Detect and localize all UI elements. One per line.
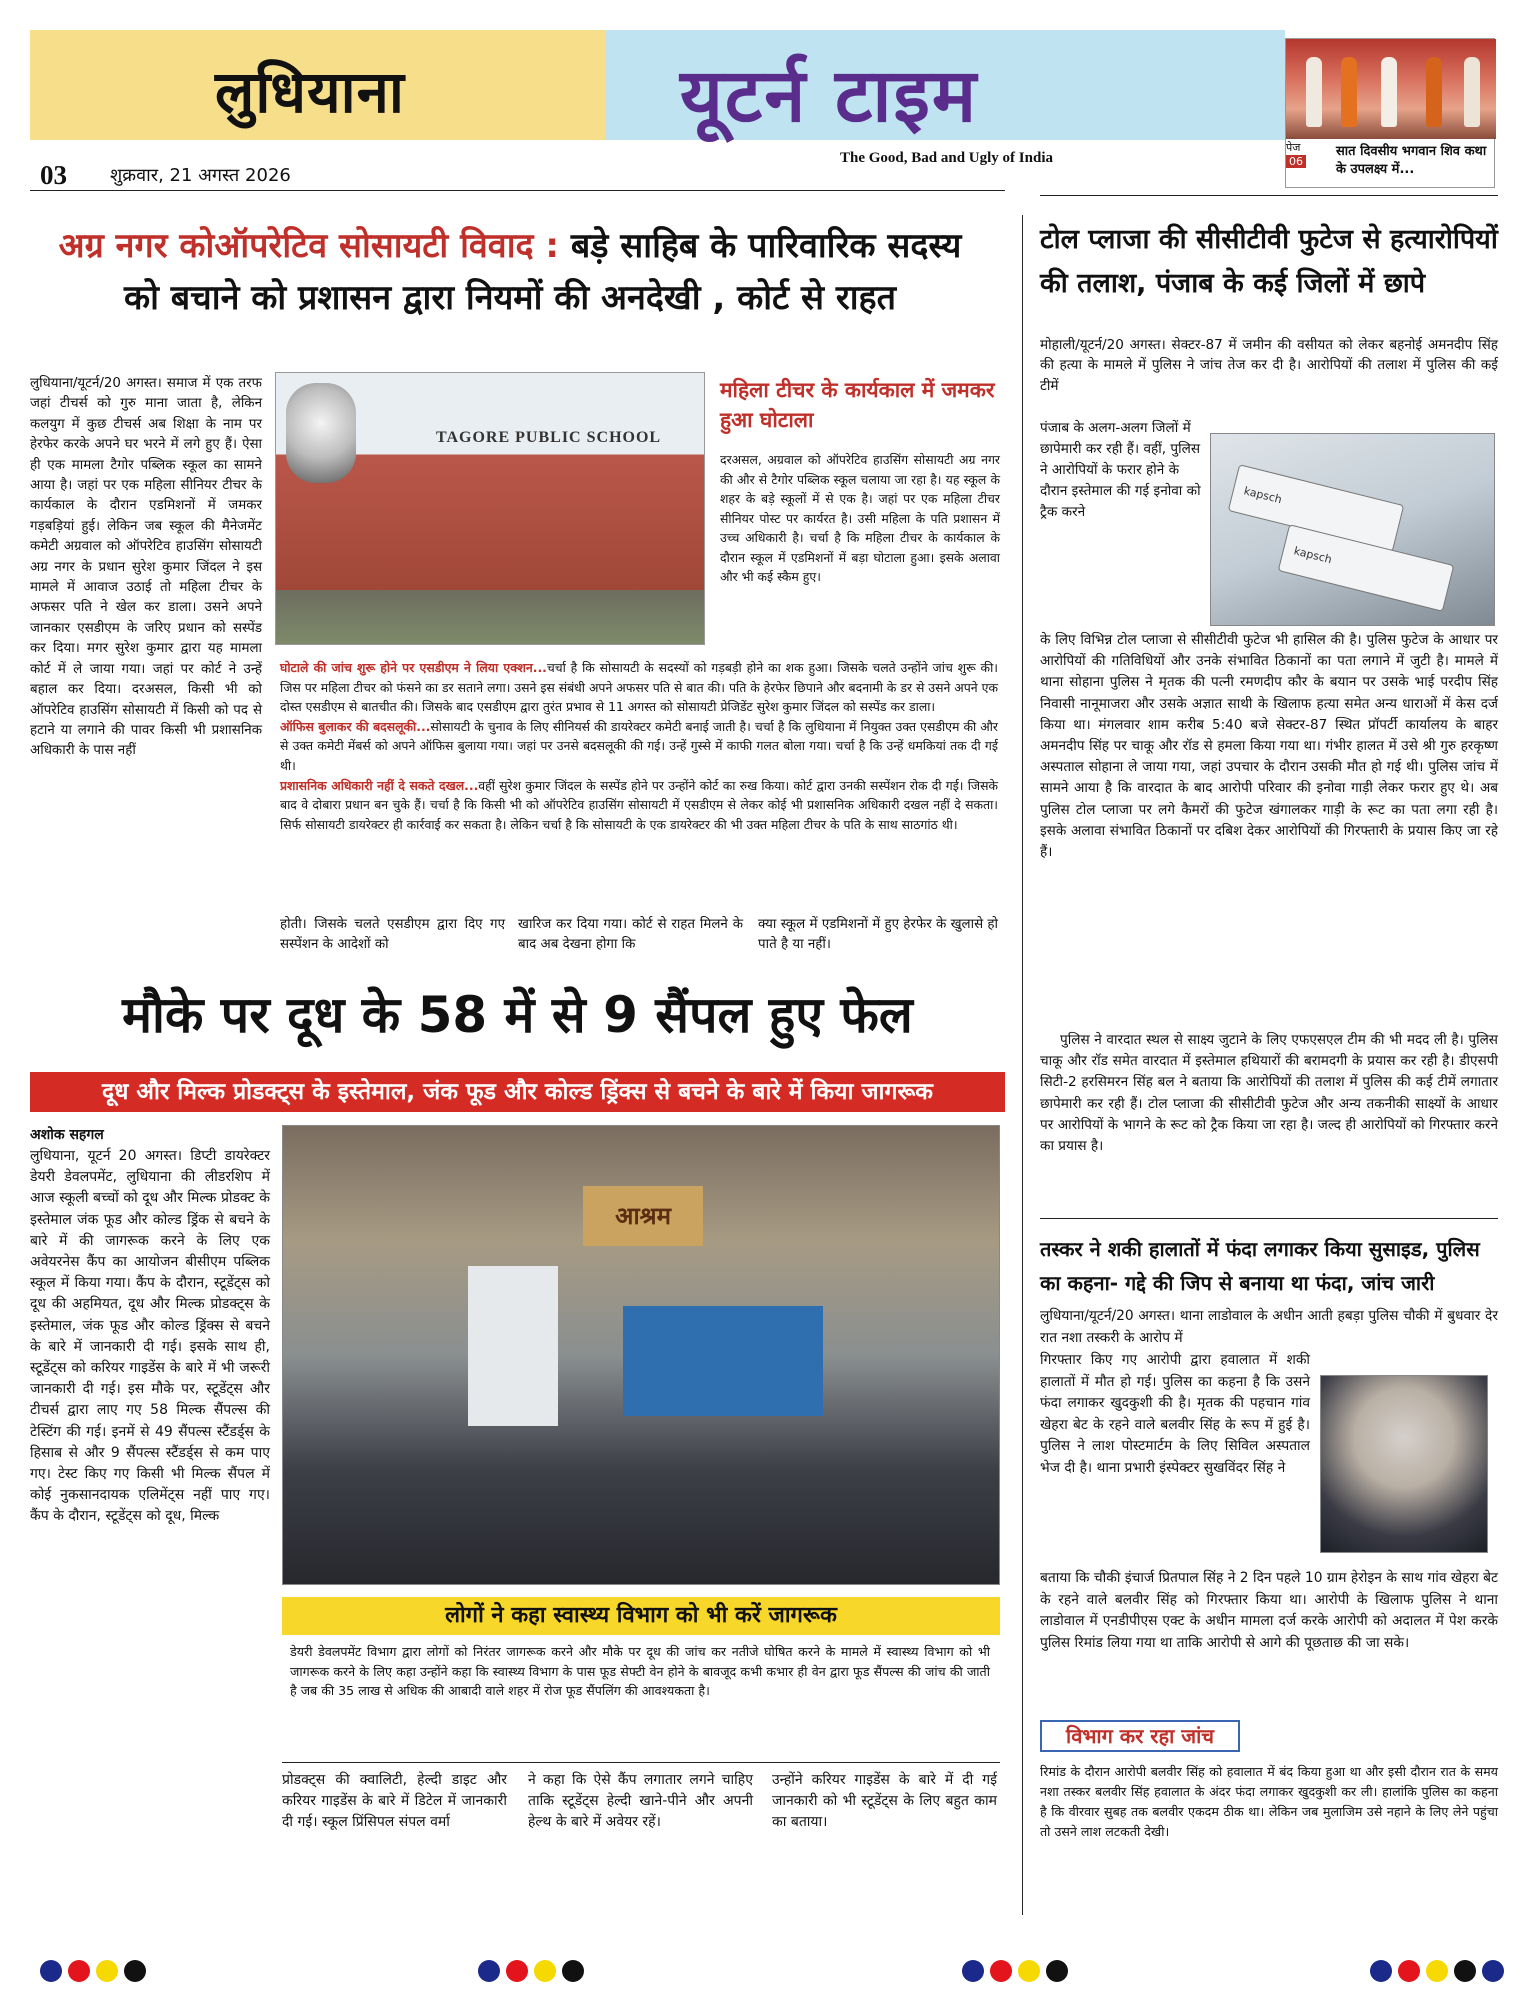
color-dot	[962, 1960, 984, 1982]
color-dot	[478, 1960, 500, 1982]
masthead: यूटर्न टाइम	[680, 53, 979, 139]
camp-photo	[282, 1125, 1000, 1585]
header-rule-right	[1040, 195, 1498, 196]
story1-side-heading: महिला टीचर के कार्यकाल में जमकर हुआ घोटाला	[720, 378, 995, 432]
story2-yellow-heading: लोगों ने कहा स्वास्थ्य विभाग को भी करें जागरूक	[282, 1597, 1000, 1635]
color-dot	[68, 1960, 90, 1982]
story4-intro: लुधियाना/यूटर्न/20 अगस्त। थाना लाडोवाल के अधीन आती हबड़ा पुलिस चौकी में बुधवार देर रात नशा तस्करी के आरोप में	[1040, 1308, 1498, 1346]
story3-body: के लिए विभिन्न टोल प्लाजा से सीसीटीवी फुटेज भी हासिल की है। पुलिस फुटेज के आधार पर आरोपियों की गतिविधियों और उनके संभावित ठिकानों का पता लगाने में जुटी है। मामले में थाना सोहाना पुलिस ने मृतक की पत्नी रमणदीप कौर के बयान पर उसके भाई परदीप सिंह निवासी नानूमाजरा और उसके अज्ञात साथी के खिलाफ हत्या समेत अन्य धाराओं में केस दर्ज किया था। मंगलवार शाम करीब 5:40 बजे सेक्टर-87 स्थित प्रॉपर्टी कार्यालय के बाहर अमनदीप सिंह पर चाकू और रॉड से हमला किया गया था। गंभीर हालत में उसे श्री गुरु हरकृष्ण अस्पताल सोहाना ले जाया गया, जहां उपचार के दौरान उसकी मौत हो गई थी। पुलिस जांच में सामने आया है कि वारदात के बाद आरोपी परिवार की इनोवा गाड़ी लेकर फरार हुए थे। अब पुलिस टोल प्लाजा पर लगे कैमरों की फुटेज खंगालकर गाड़ी के रूट का पता लगा रही है। इसके अलावा संभावित ठिकानों पर दबिश देकर आरोपियों की गिरफ्तारी के प्रयास किए जा रहे हैं।	[1040, 632, 1498, 861]
story2-byline: अशोक सहगल	[30, 1127, 104, 1143]
color-dot	[1398, 1960, 1420, 1982]
teaser-figure	[1464, 57, 1480, 127]
story1-headline: अग्र नगर कोऑपरेटिव सोसायटी विवाद : बड़े साहिब के पारिवारिक सदस्य को बचाने को प्रशासन द्वारा नियमों की अनदेखी , कोर्ट से राहत	[58, 226, 962, 318]
story2-col1: लुधियाना, यूटर्न 20 अगस्त। डिप्टी डायरेक्टर डेयरी डेवलपमेंट, लुधियाना की लीडरशिप में आज स्कूली बच्चों को दूध और मिल्क प्रोडक्ट के इस्तेमाल जंक फूड और कोल्ड ड्रिंक से बचने के बारे में की जागरूक करने के लिए एक अवेयरनेस कैंप का आयोजन बीसीएम पब्लिक स्कूल में किया गया। कैंप के दौरान, स्टूडेंट्स को दूध की अहमियत, दूध और मिल्क प्रोडक्ट्स के इस्तेमाल, जंक फूड और कोल्ड ड्रिंक्स से बचने के बारे में जानकारी दी गई। इसके साथ ही, स्टूडेंट्स को करियर गाइडेंस के बारे में भी जरूरी जानकारी दी गई। इस मौके पर, स्टूडेंट्स और टीचर्स द्वारा लाए गए 58 मिल्क सैंपल्स की टेस्टिंग की गई। इनमें से 49 सैंपल्स स्टैंडर्ड्स के हिसाब से और 9 सैंपल्स स्टैंडर्ड्स से कम पाए गए। टेस्ट किए गए किसी भी मिल्क सैंपल में कोई नुकसानदायक एलिमेंट्स नहीं पाए गए। कैंप के दौरान, स्टूडेंट्स को दूध, मिल्क	[30, 1148, 270, 1525]
page-number: 03	[40, 160, 67, 190]
column-divider	[1022, 215, 1023, 1915]
story2-bottom-col1: प्रोडक्ट्स की क्वालिटी, हेल्दी डाइट और करियर गाइडेंस के बारे में डिटेल में जानकारी दी गई। स्कूल प्रिंसिपल संपल वर्मा	[282, 1772, 507, 1831]
color-dot	[1370, 1960, 1392, 1982]
story3-beside-photo: पंजाब के अलग-अलग जिलों में छापेमारी कर रही हैं। वहीं, पुलिस ने आरोपियों के फरार होने के दौरान इस्तेमाल की गई इनोवा को ट्रैक करने	[1040, 420, 1201, 520]
story3-body2: पुलिस ने वारदात स्थल से साक्ष्य जुटाने के लिए एफएसएल टीम की भी मदद ली है। पुलिस चाकू और रॉड समेत वारदात में इस्तेमाल हथियारों की बरामदगी के प्रयास कर रही है। डीएसपी सिटी-2 हरसिमरन सिंह बल ने बताया कि आरोपियों की तलाश में पुलिस की कई टीमें लगातार छापेमारी कर रही हैं। टोल प्लाजा की सीसीटीवी फुटेज और अन्य तकनीकी साक्ष्यों के आधार पर आरोपियों के भागने के रूट को ट्रैक किया जा रहा है। जल्द ही आरोपियों को गिरफ्तार करने का प्रयास है।	[1040, 1032, 1498, 1155]
registration-dots-center-right	[962, 1960, 1068, 1982]
color-dot	[40, 1960, 62, 1982]
story1-details: घोटाले की जांच शुरू होने पर एसडीएम ने लिया एक्शन...चर्चा है कि सोसायटी के सदस्यों को गड़बड़ी होने का शक हुआ। जिसके चलते उन्होंने जांच शुरू की। जिस पर महिला टीचर को फंसने का डर सताने लगा। उसने इस संबंधी अपने अफसर पति से बात की। पति के हेरफेर छिपाने और बदनामी के डर से उसने अपने एक दोस्त एसडीएम से बातचीत की। जिसके बाद एसडीएम द्वारा तुरंत प्रभाव से 11 अगस्त को सोसायटी प्रेजिडेंट सुरेश कुमार जिंदल को सस्पेंड कर डाला। ऑफिस बुलाकर की बदसलूकी...सोसायटी के चुनाव के लिए सीनियर्स की डायरेक्टर कमेटी बनाई जाती है। चर्चा है कि लुधियाना में नियुक्त उक्त एसडीएम की और से उक्त कमेटी मेंबर्स को अपने ऑफिस बुलाया गया। जहां पर उनसे बदसलूकी की गई। उन्हें गुस्से में काफी गलत बोला गया। चर्चा है कि उन्हें धमकियां तक दी गई थी। प्रशासनिक अधिकारी नहीं दे सकते दखल...वहीं सुरेश कुमार जिंदल के सस्पेंड होने पर उन्होंने कोर्ट का रुख किया। कोर्ट द्वारा उनकी सस्पेंशन रोक दी गई। जिसके बाद वे दोबारा प्रधान बन चुके हैं। चर्चा है कि किसी भी को ऑपरेटिव हाउसिंग सोसायटी में एसडीएम से लेकर कोई भी प्रशासनिक अधिकारी दखल नहीं दे सकता। सिर्फ सोसायटी डायरेक्टर ही कार्रवाई कर सकता है। लेकिन चर्चा है कि सोसायटी के एक डायरेक्टर की भी उक्त महिला टीचर के पति के साथ साठगांठ थी।	[280, 660, 998, 832]
color-dot	[1046, 1960, 1068, 1982]
color-dot	[534, 1960, 556, 1982]
color-dot	[124, 1960, 146, 1982]
story3-headline: टोल प्लाजा की सीसीटीवी फुटेज से हत्यारोपियों की तलाश, पंजाब के कई जिलों में छापे	[1040, 224, 1498, 299]
story2-headline: मौके पर दूध के 58 में से 9 सैंपल हुए फेल	[122, 986, 913, 1044]
registration-dots-middle	[478, 1960, 584, 1982]
color-dot	[562, 1960, 584, 1982]
issue-date: शुक्रवार, 21 अगस्त 2026	[110, 165, 291, 186]
cctv-photo	[1210, 433, 1495, 626]
story3-intro: मोहाली/यूटर्न/20 अगस्त। सेक्टर-87 में जमीन की वसीयत को लेकर बहनोई अमनदीप सिंह की हत्या के मामले में पुलिस ने जांच तेज कर दी है। आरोपियों की तलाश में पुलिस की कई टीमें	[1040, 337, 1498, 394]
story2-bottom-col3: उन्होंने करियर गाइडेंस के बारे में दी गई जानकारी को भी स्टूडेंट्स के लिए बहुत काम का बताया।	[772, 1772, 997, 1831]
story2-yellow-text: डेयरी डेवलपमेंट विभाग द्वारा लोगों को निरंतर जागरूक करने और मौके पर दूध की जांच कर नतीजे घोषित करने के मामले में स्वास्थ्य विभाग को भी जागरूक करने के लिए कहा उन्होंने कहा कि स्वास्थ्य विभाग के पास फूड सेफ्टी वेन होने के बावजूद कभी कभार ही वेन द्वारा फूड सैंपल्स की जांच की जाती है जब की 35 लाख से अधिक की आबादी वाले शहर में रोज फूड सैंपलिंग की आवश्यकता है।	[290, 1644, 990, 1699]
teaser-page: 06	[1286, 155, 1306, 168]
story2-bottom-col2: ने कहा कि ऐसे कैंप लगातार लगने चाहिए ताकि स्टूडेंट्स हेल्दी खाने-पीने और अपनी हेल्थ के बारे में अवेयर रहें।	[528, 1772, 753, 1831]
header-rule	[30, 190, 1005, 191]
story1-bottom-col2: खारिज कर दिया गया। कोर्ट से राहत मिलने के बाद अब देखना होगा कि	[518, 917, 743, 953]
teaser-figure	[1341, 57, 1357, 127]
story3-rule	[1040, 1218, 1498, 1219]
cctv-camera-lower: kapsch	[1278, 524, 1455, 612]
school-sign: TAGORE PUBLIC SCHOOL	[436, 429, 662, 446]
story4-body: बताया कि चौकी इंचार्ज प्रितपाल सिंह ने 2 दिन पहले 10 ग्राम हेरोइन के साथ गांव खेहरा बेट के रहने वाले बलवीर सिंह को गिरफ्तार किया था। आरोपी के खिलाफ पुलिस ने थाना लाडोवाल में एनडीपीएस एक्ट के अधीन मामला दर्ज करके आरोपी को अदालत में पेश करके पुलिस रिमांड लिया गया था ताकि आरोपी से आगे की पूछताछ की जा सके।	[1040, 1570, 1498, 1651]
teaser-figure	[1381, 57, 1397, 127]
story4-beside-photo: गिरफ्तार किए गए आरोपी द्वारा हवालात में शकी हालातों में मौत हो गई। पुलिस का कहना है कि उसने फंदा लगाकर खुदकुशी की है। मृतक की पहचान गांव खेहरा बेट के रहने वाले बलवीर सिंह के रूप में हुई है। पुलिस ने लाश पोस्टमार्टम के लिए सिविल अस्पताल भेज दी है। थाना प्रभारी इंस्पेक्टर सुखविंदर सिंह ने	[1040, 1352, 1310, 1476]
teaser-caption: सात दिवसीय भगवान शिव कथा के उपलक्ष्य में...	[1336, 144, 1487, 177]
color-dot	[1426, 1960, 1448, 1982]
story1-side-text: दरअसल, अग्रवाल को ऑपरेटिव हाउसिंग सोसायटी अग्र नगर की और से टैगोर पब्लिक स्कूल चलाया जा रहा है। यह स्कूल के शहर के बड़े स्कूलों में से एक है। जहां पर एक महिला टीचर सीनियर पोस्ट पर कार्यरत है। उसी महिला के पति प्रशासन में उच्च अधिकारी है। चर्चा है कि महिला टीचर के कार्यकाल के दौरान स्कूल में एडमिशनों में बड़ा घोटाला हुआ। इसके अलावा और भी कई स्कैम हुए।	[720, 452, 1000, 584]
city-name: लुधियाना	[215, 58, 405, 126]
story1-col1: लुधियाना/यूटर्न/20 अगस्त। समाज में एक तरफ जहां टीचर्स को गुरु माना जाता है, लेकिन कलयुग में कुछ टीचर्स अब शिक्षा के नाम पर हेरफेर करके अपने घर भरने में लगे हुए हैं। ऐसा ही एक मामला टैगोर पब्लिक स्कूल का सामने आया है। जहां पर एक महिला सीनियर टीचर के कार्यकाल के दौरान एडमिशनों में जमकर गड़बड़ियां हुई। लेकिन जब स्कूल की मैनेजमेंट कमेटी अग्रवाल को ऑपरेटिव हाउसिंग सोसायटी अग्र नगर के प्रधान सुरेश कुमार जिंदल ने इस मामले में आवाज उठाई तो महिला टीचर के अफसर पति ने खेल कर डाला। उसने अपने जानकार एसडीएम के जरिए प्रधान को सस्पेंड कर दिया। मगर सुरेश कुमार द्वारा यह मामला कोर्ट में ले जाया गया। जहां पर कोर्ट ने उन्हें बहाल कर दिया। दरअसल, किसी भी को ऑपरेटिव हाउसिंग सोसायटी में किसी को पद से हटाने या लगाने की पावर किसी भी प्रशासनिक अधिकारी के पास नहीं	[30, 376, 262, 759]
story4-box-text: रिमांड के दौरान आरोपी बलवीर सिंह को हवालात में बंद किया हुआ था और इसी दौरान रात के समय नशा तस्कर बलवीर सिंह हवालात के अंदर फंदा लगाकर खुदकुशी कर ली। हालांकि पुलिस का कहना है कि वीरवार सुबह तक बलवीर एकदम ठीक था। लेकिन जब मुलाजिम उसे नहाने के लिए लेने पहुंचा तो उसने लाश लटकती देखी।	[1040, 1764, 1498, 1839]
portrait-illustration	[286, 383, 356, 483]
story1-bottom-col1: होती। जिसके चलते एसडीएम द्वारा दिए गए सस्पेंशन के आदेशों को	[280, 917, 505, 953]
story1-bottom-col3: क्या स्कूल में एडमिशनों में हुए हेरफेर के खुलासे हो पाते है या नहीं।	[758, 917, 998, 953]
teaser-figure	[1306, 57, 1322, 127]
story4-headline: तस्कर ने शकी हालातों में फंदा लगाकर किया सुसाइड, पुलिस का कहना- गद्दे की जिप से बनाया था फंदा, जांच जारी	[1040, 1237, 1480, 1295]
story4-box-heading: विभाग कर रहा जांच	[1040, 1720, 1240, 1752]
color-dot	[1454, 1960, 1476, 1982]
color-dot	[1482, 1960, 1504, 1982]
color-dot	[506, 1960, 528, 1982]
accused-photo	[1320, 1375, 1488, 1553]
teaser-label: पेज 06	[1286, 141, 1306, 169]
registration-dots-right	[1370, 1960, 1504, 1982]
photo-banner: आश्रम	[583, 1186, 703, 1246]
story2-rule	[282, 1762, 1000, 1763]
registration-dots-left	[40, 1960, 146, 1982]
projector-screen	[623, 1306, 823, 1416]
tagline: The Good, Bad and Ugly of India	[840, 150, 1053, 166]
color-dot	[96, 1960, 118, 1982]
school-photo	[275, 372, 705, 645]
color-dot	[1018, 1960, 1040, 1982]
color-dot	[990, 1960, 1012, 1982]
teaser-figure	[1426, 57, 1442, 127]
teaser-box[interactable]	[1285, 38, 1495, 188]
standee	[468, 1266, 558, 1426]
story2-subheadline: दूध और मिल्क प्रोडक्ट्स के इस्तेमाल, जंक फूड और कोल्ड ड्रिंक्स से बचने के बारे में किया जागरूक	[30, 1072, 1005, 1112]
cctv-camera-upper: kapsch	[1228, 464, 1405, 552]
